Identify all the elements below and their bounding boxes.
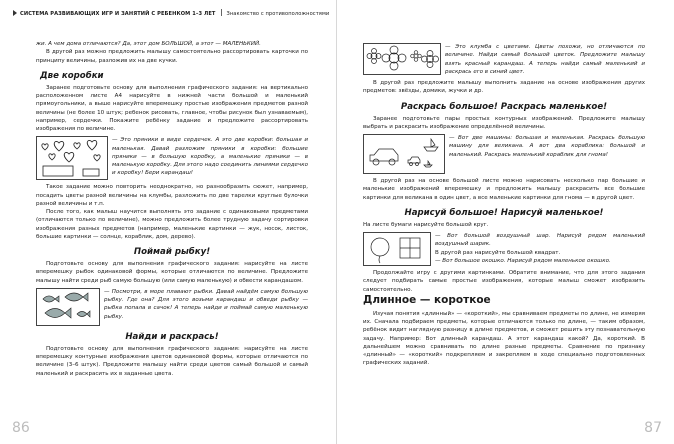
section-heading-paint: Раскрась большое! Раскрась маленькое! — [400, 101, 608, 112]
paragraph: В другой раз предложите малышу выполнить задание на основе изображения других предметов: звёзды, домики, жучки и др. — [363, 80, 645, 95]
paragraph: Заранее подготовьте основу для выполнения графического задания: на вертикально расположенном листе А4 нарисуйте в нижней части большой и маленький прямоугольники, а выше нарисуйте вперемешку простые изображения предметов разной величины (не более 10 штук; ребенок рисовать, главное, чтобы рисунок был узнаваемым), например, сердечки. Покажите ребёнку задание и предложите рассортировать изображения по величине. — [36, 84, 308, 133]
paragraph: Подготовьте основу для выполнения графического задания: нарисуйте на листе вперемешку контурные изображения цветов одинаковой формы, которые отличаются по величине (3–6 штук). Предложите малышу найти среди цветов самый большой и самый маленький и раскрасить их в заданные цвета. — [36, 345, 308, 377]
right-page — [337, 0, 674, 444]
section-heading-find: Найди и раскрась! — [125, 331, 219, 342]
left-column — [36, 40, 308, 378]
flowers-illustration — [363, 43, 441, 75]
fish-illustration — [36, 288, 100, 326]
cars-boats-illustration — [363, 134, 445, 174]
figure-caption: — Это пряники в виде сердечек. А это две коробки: большая и маленькая. Давай разложим пряники в коробки: большие пряники — в большую коробку, а маленькие пряники — в маленькую коробку. Для этого надо соединить линиями сердечко и коробку! Бери карандаш! — [112, 137, 308, 177]
figure-flowers — [363, 43, 645, 76]
page-number: 86 — [12, 420, 30, 436]
section-heading-fish: Поймай рыбку! — [133, 247, 211, 258]
hearts-boxes-illustration — [36, 136, 108, 180]
section-heading-long-short: Длинное — короткое — [363, 293, 491, 306]
running-head-left — [13, 9, 330, 21]
paragraph: Продолжайте игру с другими картинками. Обратите внимание, что для этого задания следует подбирать самые простые изображения, которые малыш сможет изобразить самостоятельно. — [363, 270, 645, 293]
page-number: 87 — [644, 420, 662, 436]
paragraph: В другой раз можно предложить малышу самостоятельно рассортировать карточки по принципу величины, разложив их на две кучки. — [36, 49, 308, 64]
running-head-subtitle: Знакомство с противоположностями — [226, 11, 330, 17]
running-head-divider — [221, 9, 222, 16]
right-column — [363, 40, 645, 368]
triangle-marker-icon — [13, 10, 17, 16]
paragraph: В другой раз на основе большой листе можно нарисовать несколько пар большие и маленькие изображений вперемешку и предложить малышу раскрасить все большие картинки для великана в один цвет, а все маленькие картинки для гнома — в другой цвет. — [363, 178, 645, 201]
caption-line: В другой раз нарисуйте большой квадрат. — [435, 249, 561, 256]
paragraph: жи. А чем дома отличаются? Да, этот дом БОЛЬШОЙ, а этот — МАЛЕНЬКИЙ. — [36, 41, 261, 47]
running-head-title: СИСТЕМА РАЗВИВАЮЩИХ ИГР И ЗАНЯТИЙ С РЕБЕНКОМ 1–3 ЛЕТ — [20, 11, 216, 17]
paragraph: Изучая понятия «длинный» — «короткий», мы сравниваем предметы по длине, не измеряя их. Сначала подбираем предметы, которые отличаются только по длине, — таким образом, ребёнок видит наглядную разницу в длине предметов, и сможет решить эту познавательную задачу. Например: Вот длинный карандаш. А этот карандаш какой? Да, короткий. В дальнейшем можно сравнивать по длине разные предметы. Сравнение по признаку «длинный» — «короткий» подкрепляем и закрепляем в ходе специально подготовленных графических заданий. — [363, 310, 645, 367]
section-heading-draw: Нарисуй большое! Нарисуй маленькое! — [404, 207, 604, 218]
figure-caption: — Это клумба с цветами. Цветы похожи, но отличаются по величине. Найди самый большой цветок. Предложите малышу взять красный карандаш. А теперь найди самый маленький и раскрась его в синий цвет. — [445, 44, 645, 75]
figure-boxes — [36, 136, 308, 180]
figure-circle — [363, 232, 645, 266]
caption-line: — Вот большой воздушный шар. Нарисуй рядом маленький воздушный шарик. — [435, 233, 645, 248]
section-heading-boxes: Две коробки — [40, 70, 104, 81]
figure-caption: — Вот две машины: большая и маленькая. Раскрась большую машину для великана. А вот два кораблика: большой и маленький. Раскрась маленький кораблик для гнома! — [449, 135, 645, 158]
figure-caption: — Посмотри, в море плавают рыбки. Давай найдём самую большую рыбку. Где она? Для этого возьми карандаш и обведи рыбку — рыбка попала в сачок! А теперь найди и поймай самую маленькую рыбку. — [104, 288, 308, 320]
paragraph: На листе бумаги нарисуйте большой круг. — [363, 221, 489, 228]
figure-cars — [363, 134, 645, 174]
caption-line: — Вот большое окошко. Нарисуй рядом маленькое окошко. — [435, 257, 611, 264]
figure-caption — [435, 232, 645, 265]
paragraph: Подготовьте основу для выполнения графического задания: нарисуйте на листе вперемешку рыбок одинаковой формы, которые отличаются по величине. Предложите малышу найти среди рыб самую большую (или самую маленькую) и обвести карандашом. — [36, 261, 308, 284]
balloon-window-illustration — [363, 232, 431, 266]
figure-fish — [36, 288, 308, 326]
paragraph: Заранее подготовьте пары простых контурных изображений. Предложите малышу выбрать и раскрасить изображение определённой величины. — [363, 115, 645, 130]
paragraph: Такое задание можно повторить неоднократно, но разнообразить сюжет, например, посадить цветы разной величины на клумбы, разложить по две тарелки круглые булочки разной величины и т.п. — [36, 184, 308, 207]
paragraph: После того, как малыш научится выполнять это задание с одинаковыми предметами (отличаются только по величине), можно предложить более трудную задачу сортировки изображения разных предметов (например, маленькие картинки — жук, носок, листок, большие картинки — солнце, кораблик, дом, дерево). — [36, 209, 308, 240]
